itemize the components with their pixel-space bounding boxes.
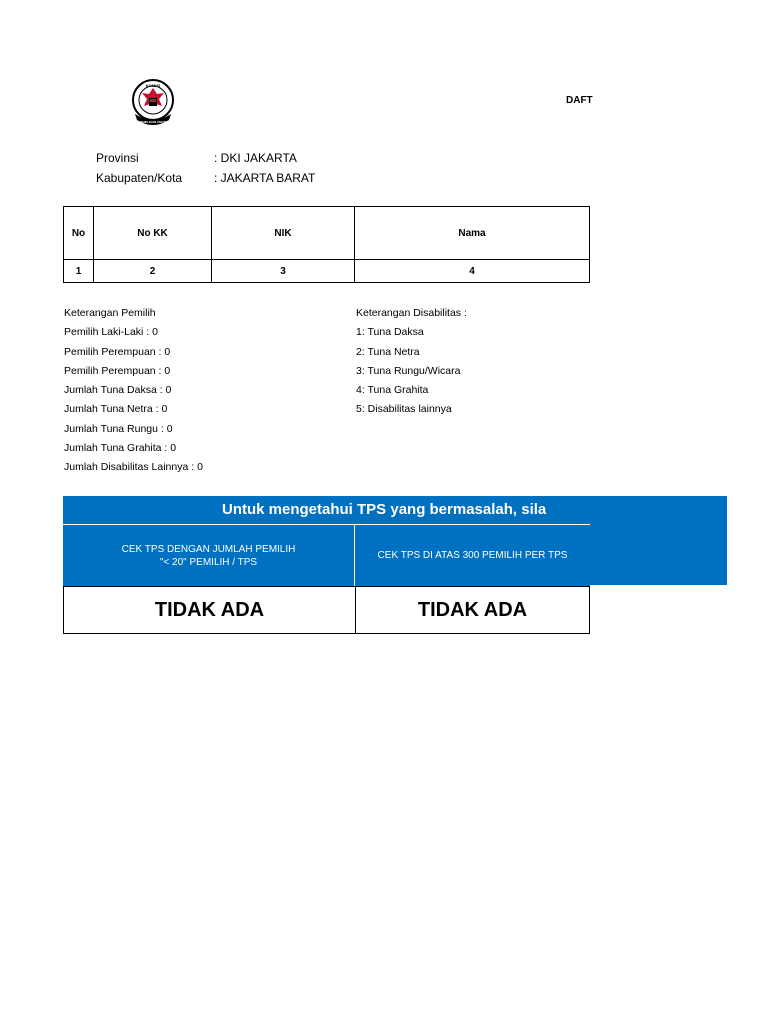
meta-label: Provinsi [96, 151, 139, 165]
result-under-20: TIDAK ADA [64, 587, 356, 633]
col-number: 3 [212, 260, 355, 283]
logo-top-text: KOMISI [145, 83, 161, 88]
notes-heading: Keterangan Disabilitas : [356, 307, 467, 319]
notes-item: 2: Tuna Netra [356, 345, 420, 358]
col-header-no: No [64, 207, 94, 260]
tps-banner-extension [590, 496, 727, 585]
kpu-logo [131, 78, 175, 128]
meta-label: Kabupaten/Kota [96, 171, 183, 185]
notes-item: Jumlah Tuna Grahita : 0 [64, 442, 177, 455]
notes-item: 5: Disabilitas lainnya [356, 403, 452, 416]
result-over-300: TIDAK ADA [417, 598, 528, 621]
notes-item: Jumlah Tuna Daksa : 0 [64, 384, 172, 397]
check-label: CEK TPS DI ATAS 300 PEMILIH PER TPS [377, 550, 568, 561]
notes-item: Jumlah Tuna Netra : 0 [64, 403, 168, 416]
col-number: 2 [94, 260, 212, 283]
notes-item: Pemilih Laki-Laki : 0 [64, 326, 158, 339]
col-header-nama: Nama [355, 207, 590, 260]
tps-check-row [63, 524, 590, 586]
voter-table [63, 206, 590, 283]
notes-item: Jumlah Tuna Rungu : 0 [64, 422, 173, 435]
meta-value: : DKI JAKARTA [214, 151, 297, 165]
notes-item: Pemilih Perempuan : 0 [64, 364, 171, 377]
notes-item: 1: Tuna Daksa [356, 326, 424, 339]
tps-result-row [63, 586, 590, 634]
tps-banner-text: Untuk mengetahui TPS yang bermasalah, sila [222, 501, 547, 518]
col-number: 4 [355, 260, 590, 283]
notes-item: Pemilih Perempuan : 0 [64, 345, 171, 358]
notes-item: 4: Tuna Grahita [356, 384, 429, 397]
logo-bottom-text: PEMILIHAN UMUM [139, 120, 167, 124]
notes-item: 3: Tuna Rungu/Wicara [356, 364, 461, 377]
table-header-row [64, 207, 590, 260]
notes-heading: Keterangan Pemilih [64, 307, 156, 319]
check-tps-under-20-button[interactable] [63, 524, 355, 586]
col-number: 1 [64, 260, 94, 283]
check-tps-over-300-button[interactable] [355, 524, 590, 586]
col-header-no-kk: No KK [94, 207, 212, 260]
table-number-row [64, 260, 590, 283]
meta-value: : JAKARTA BARAT [214, 171, 316, 185]
voter-notes [64, 304, 203, 478]
disability-notes [356, 304, 467, 420]
notes-item: Jumlah Disabilitas Lainnya : 0 [64, 461, 203, 474]
col-header-nik: NIK [212, 207, 355, 260]
check-label: CEK TPS DENGAN JUMLAH PEMILIH "< 20" PEMILIH / TPS [121, 543, 296, 568]
document-title: DAFT [566, 95, 593, 106]
